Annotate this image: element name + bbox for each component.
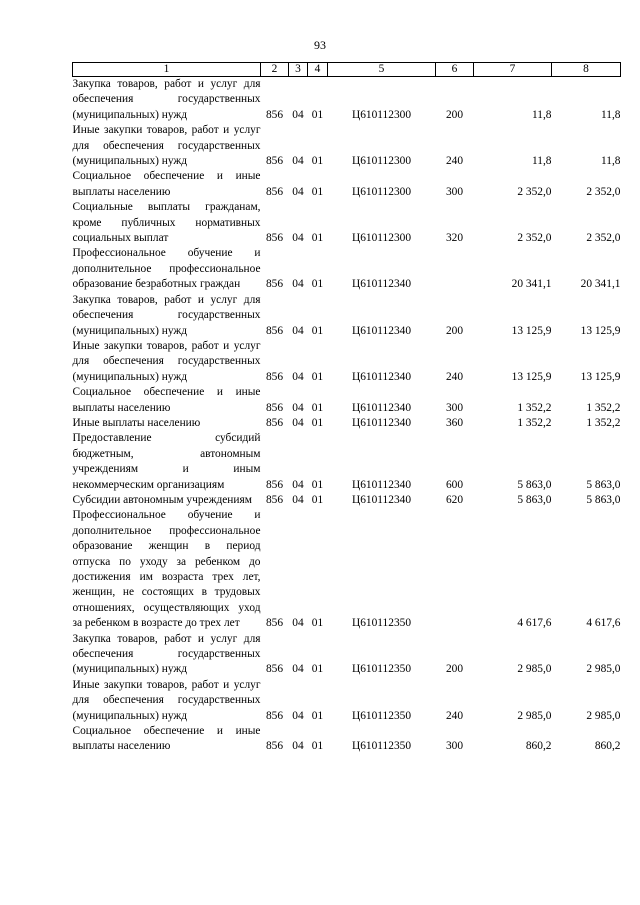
row-code-target: Ц610112340 [351,370,412,383]
row-code-ministry: 856 [265,493,284,506]
row-code-target: Ц610112340 [351,493,412,506]
row-amount-col8: 2 352,0 [586,185,621,198]
row-code-section: 04 [292,663,304,676]
row-amount-col7: 2 352,0 [517,232,552,245]
row-item-name: Социальные выплаты гражданам, кроме публичных нормативных социальных выплат [72,201,261,245]
row-code-ministry: 856 [265,278,284,291]
row-amount-col8: 11,8 [600,108,621,121]
row-amount-col7: 4 617,6 [517,617,552,630]
row-amount-col7: 11,8 [531,155,552,168]
header-col-2: 2 [261,63,289,77]
row-item-name: Предоставление субсидий бюджетным, автономным учреждениям и иным некоммерческим организациям [72,432,261,491]
row-code-section: 04 [292,108,304,121]
row-code-subsection: 01 [311,232,324,245]
row-code-target: Ц610112340 [351,416,412,429]
row-code-expense-type: 600 [445,478,464,491]
row-code-subsection: 01 [311,324,324,337]
header-row [73,63,621,77]
row-code-subsection: 01 [311,401,324,414]
table-row [73,632,621,678]
row-code-target: Ц610112300 [351,185,412,198]
header-col-7: 7 [474,63,552,77]
row-code-section: 04 [292,709,304,722]
row-code-subsection: 01 [311,108,324,121]
table-row [73,508,621,631]
table-row [73,724,621,755]
header-col-6: 6 [436,63,474,77]
table-row [73,678,621,724]
table-header [73,63,621,77]
row-amount-col7: 2 985,0 [517,709,552,722]
header-col-1: 1 [73,63,261,77]
row-code-ministry: 856 [265,709,284,722]
table-row [73,385,621,416]
row-code-ministry: 856 [265,108,284,121]
row-amount-col7: 2 352,0 [517,185,552,198]
table-row [73,416,621,431]
row-item-name: Социальное обеспечение и иные выплаты населению [72,170,261,198]
row-amount-col7: 1 352,2 [517,416,552,429]
row-code-target: Ц610112350 [351,617,412,630]
row-code-ministry: 856 [265,617,284,630]
row-amount-col7: 13 125,9 [511,370,552,383]
row-code-ministry: 856 [265,155,284,168]
row-code-expense-type: 240 [445,709,464,722]
row-code-subsection: 01 [311,370,324,383]
row-amount-col8: 5 863,0 [586,478,621,491]
row-amount-col7: 20 341,1 [511,278,552,291]
row-item-name: Субсидии автономным учреждениям [72,493,252,506]
row-code-subsection: 01 [311,617,324,630]
table-row [73,493,621,508]
table-row [73,293,621,339]
row-code-expense-type: 240 [445,155,464,168]
table-body [73,77,621,755]
row-code-expense-type: 300 [445,401,464,414]
row-amount-col8: 2 352,0 [586,232,621,245]
row-code-section: 04 [292,416,304,429]
row-code-ministry: 856 [265,740,284,753]
row-item-name: Иные закупки товаров, работ и услуг для обеспечения государственных (муниципальных) нужд [72,124,261,168]
row-amount-col8: 860,2 [594,740,621,753]
row-amount-col7: 5 863,0 [517,493,552,506]
header-col-3: 3 [289,63,308,77]
row-item-name: Закупка товаров, работ и услуг для обеспечения государственных (муниципальных) нужд [72,78,261,121]
row-item-name: Профессиональное обучение и дополнительное профессиональное образование безработных граждан [72,247,261,291]
row-item-name: Социальное обеспечение и иные выплаты населению [72,386,261,414]
row-amount-col7: 860,2 [525,740,552,753]
row-code-section: 04 [292,185,304,198]
row-code-section: 04 [292,401,304,414]
row-code-expense-type: 320 [445,232,464,245]
row-item-name: Закупка товаров, работ и услуг для обеспечения государственных (муниципальных) нужд [72,293,261,337]
row-item-name: Иные закупки товаров, работ и услуг для обеспечения государственных (муниципальных) нужд [72,339,261,383]
row-code-expense-type: 240 [445,370,464,383]
row-code-target: Ц610112350 [351,709,412,722]
row-code-ministry: 856 [265,401,284,414]
table-row [73,77,621,124]
row-code-ministry: 856 [265,663,284,676]
page-number: 93 [314,38,326,52]
row-code-expense-type: 300 [445,185,464,198]
row-code-expense-type [436,508,474,631]
row-amount-col8: 1 352,2 [586,416,621,429]
row-code-subsection: 01 [311,185,324,198]
row-code-expense-type: 200 [445,108,464,121]
row-code-ministry: 856 [265,416,284,429]
row-code-section: 04 [292,324,304,337]
row-amount-col8: 2 985,0 [586,663,621,676]
row-code-ministry: 856 [265,185,284,198]
row-code-section: 04 [292,370,304,383]
row-code-section: 04 [292,740,304,753]
row-code-expense-type: 200 [445,324,464,337]
row-amount-col8: 11,8 [600,155,621,168]
row-amount-col8: 20 341,1 [580,278,621,291]
row-code-section: 04 [292,155,304,168]
table-row [73,246,621,292]
row-amount-col7: 5 863,0 [517,478,552,491]
row-code-section: 04 [292,232,304,245]
row-item-name: Закупка товаров, работ и услуг для обеспечения государственных (муниципальных) нужд [72,632,261,676]
row-amount-col7: 11,8 [531,108,552,121]
table-row [73,431,621,493]
row-amount-col8: 4 617,6 [586,617,621,630]
row-code-subsection: 01 [311,278,324,291]
row-item-name: Иные закупки товаров, работ и услуг для обеспечения государственных (муниципальных) нужд [72,678,261,722]
row-code-expense-type: 620 [445,493,464,506]
row-code-expense-type [436,246,474,292]
row-code-expense-type: 200 [445,663,464,676]
row-code-target: Ц610112300 [351,108,412,121]
row-code-target: Ц610112350 [351,740,412,753]
row-amount-col7: 13 125,9 [511,324,552,337]
row-code-subsection: 01 [311,478,324,491]
table-row [73,123,621,169]
row-code-target: Ц610112300 [351,232,412,245]
row-code-subsection: 01 [311,155,324,168]
row-item-name: Социальное обеспечение и иные выплаты населению [72,725,261,753]
row-code-subsection: 01 [311,663,324,676]
budget-table [72,62,621,755]
row-code-subsection: 01 [311,493,324,506]
row-code-target: Ц610112340 [351,324,412,337]
row-code-subsection: 01 [311,709,324,722]
row-code-expense-type: 360 [445,416,464,429]
row-code-ministry: 856 [265,370,284,383]
row-code-subsection: 01 [311,740,324,753]
row-amount-col8: 1 352,2 [586,401,621,414]
table-row [73,169,621,200]
row-code-ministry: 856 [265,478,284,491]
row-amount-col8: 2 985,0 [586,709,621,722]
row-code-target: Ц610112340 [351,278,412,291]
row-amount-col8: 13 125,9 [580,324,621,337]
row-amount-col8: 13 125,9 [580,370,621,383]
row-code-expense-type: 300 [445,740,464,753]
table-row [73,339,621,385]
row-amount-col7: 2 985,0 [517,663,552,676]
row-code-ministry: 856 [265,324,284,337]
row-code-target: Ц610112340 [351,478,412,491]
table-row [73,200,621,246]
row-code-section: 04 [292,278,304,291]
row-code-section: 04 [292,493,304,506]
row-code-target: Ц610112350 [351,663,412,676]
row-code-subsection: 01 [311,416,324,429]
row-item-name: Профессиональное обучение и дополнительное профессиональное образование женщин в период отпуска по уходу за ребенком до достижения им возраста трех лет, женщин, не состоящих в трудовых отношениях, осуществляющих уход за ребенком в возрасте до трех лет [72,509,261,630]
header-col-8: 8 [552,63,621,77]
header-col-4: 4 [308,63,328,77]
row-code-section: 04 [292,617,304,630]
row-code-section: 04 [292,478,304,491]
row-amount-col7: 1 352,2 [517,401,552,414]
row-item-name: Иные выплаты населению [72,416,201,429]
row-code-ministry: 856 [265,232,284,245]
header-col-5: 5 [328,63,436,77]
row-code-target: Ц610112340 [351,401,412,414]
row-code-target: Ц610112300 [351,155,412,168]
row-amount-col8: 5 863,0 [586,493,621,506]
